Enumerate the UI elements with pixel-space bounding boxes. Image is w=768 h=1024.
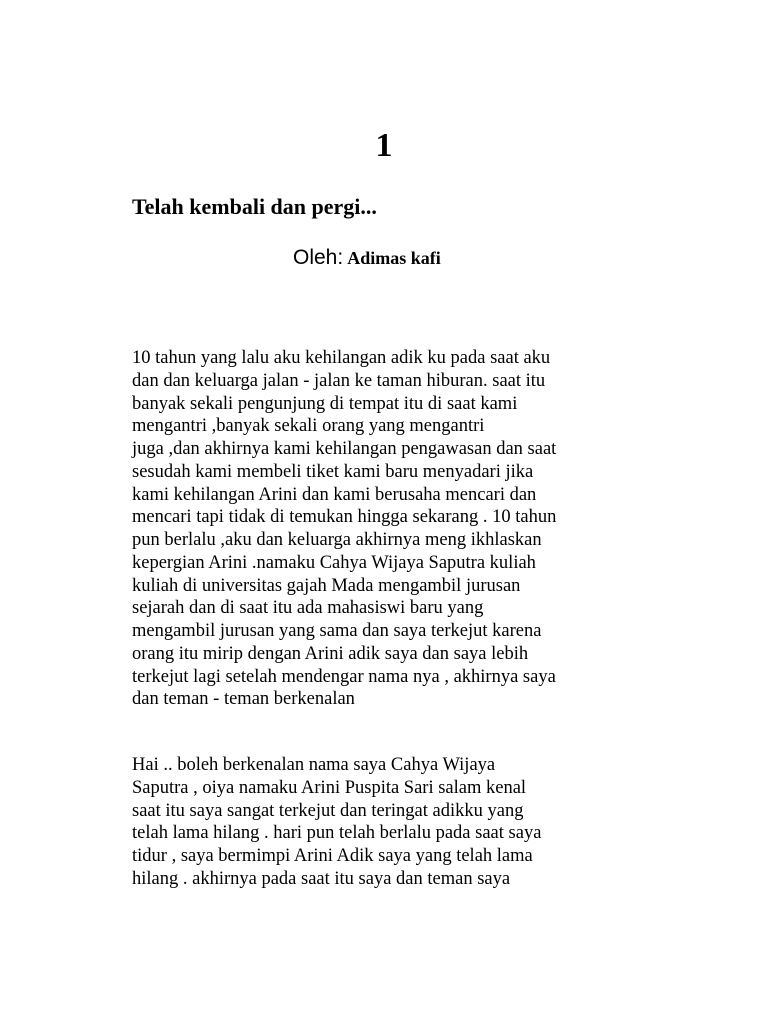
- text-line: juga ,dan akhirnya kami kehilangan pengawasan dan saat: [132, 439, 557, 459]
- text-line: orang itu mirip dengan Arini adik saya dan saya lebih: [132, 643, 529, 664]
- text-line: telah lama hilang . hari pun telah berlalu pada saat saya: [132, 823, 542, 844]
- text-line: hilang . akhirnya pada saat itu saya dan teman saya: [132, 868, 511, 889]
- text-line: sesudah kami membeli tiket kami baru menyadari jika: [132, 461, 534, 482]
- text-line: kami kehilangan Arini dan kami berusaha mencari dan: [132, 484, 537, 505]
- byline-label: Oleh:: [293, 246, 344, 269]
- text-line: mengantri ,banyak sekali orang yang mengantri: [132, 416, 485, 437]
- text-line: mengambil jurusan yang sama dan saya terkejut karena: [132, 621, 542, 641]
- text-line: 10 tahun yang lalu aku kehilangan adik ku pada saat aku: [132, 348, 551, 368]
- text-line: Hai .. boleh berkenalan nama saya Cahya Wijaya: [132, 755, 496, 775]
- paragraph-2: [132, 754, 652, 891]
- text-line: banyak sekali pengunjung di tempat itu di saat kami: [132, 393, 518, 414]
- byline: [293, 244, 441, 272]
- text-line: tidur , saya bermimpi Arini Adik saya yang telah lama: [132, 846, 533, 866]
- text-line: pun berlalu ,aku dan keluarga akhirnya meng ikhlaskan: [132, 530, 542, 550]
- text-line: sejarah dan di saat itu ada mahasiswi baru yang: [132, 598, 484, 619]
- author-name: Adimas kafi: [347, 248, 441, 268]
- chapter-number-text: 1: [375, 127, 393, 164]
- text-line: kepergian Arini .namaku Cahya Wijaya Saputra kuliah: [132, 552, 536, 573]
- text-line: saat itu saya sangat terkejut dan teringat adikku yang: [132, 800, 524, 821]
- text-line: dan teman - teman berkenalan: [132, 689, 355, 710]
- text-line: Saputra , oiya namaku Arini Puspita Sari salam kenal: [132, 777, 527, 798]
- text-line: dan dan keluarga jalan - jalan ke taman hiburan. saat itu: [132, 370, 546, 391]
- paragraph-1: [132, 347, 652, 711]
- text-line: mencari tapi tidak di temukan hingga sekarang . 10 tahun: [132, 507, 557, 528]
- text-line: terkejut lagi setelah mendengar nama nya , akhirnya saya: [132, 666, 556, 687]
- chapter-title: Telah kembali dan pergi...: [132, 194, 377, 219]
- text-line: kuliah di universitas gajah Mada mengambil jurusan: [132, 575, 521, 596]
- chapter-number: [0, 126, 768, 166]
